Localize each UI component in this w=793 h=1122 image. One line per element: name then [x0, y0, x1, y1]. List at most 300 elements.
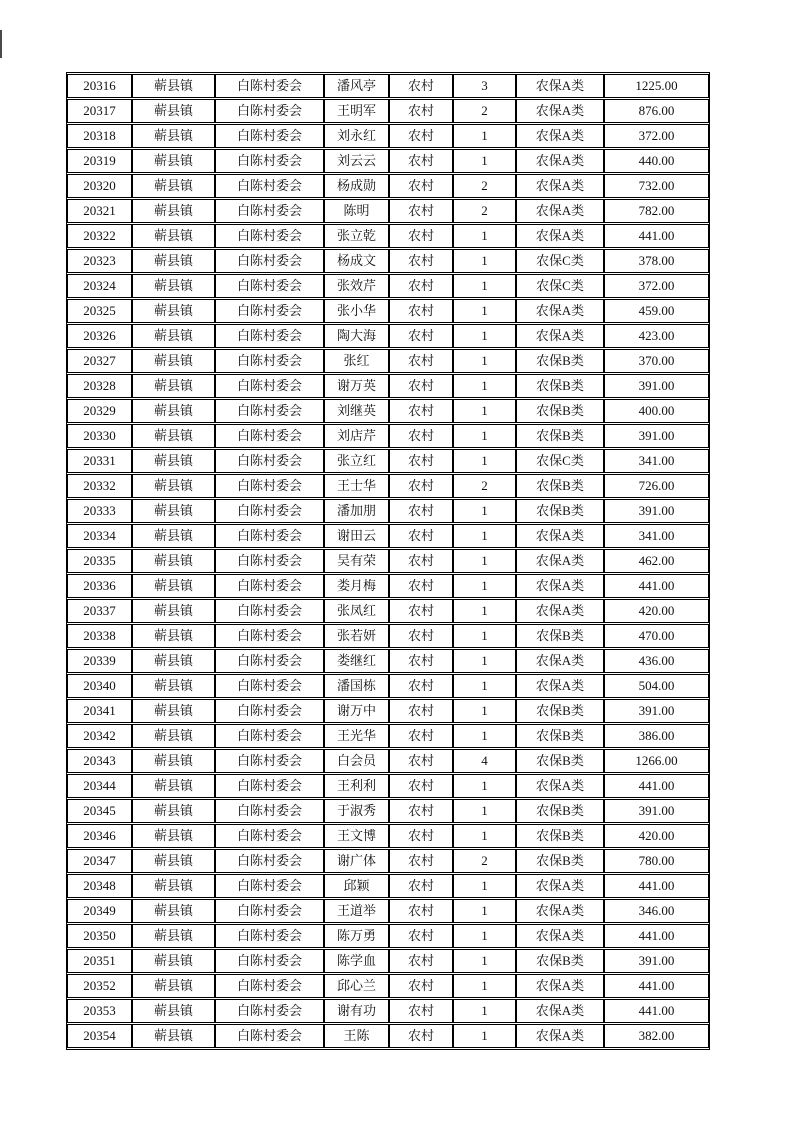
table-row: [67, 774, 709, 798]
table-row: [67, 899, 709, 923]
cell-insurance-category: 农保C类: [516, 249, 604, 273]
cell-insurance-category: 农保A类: [516, 74, 604, 98]
cell-town: 蕲县镇: [132, 599, 215, 623]
cell-village: 白陈村委会: [215, 724, 324, 748]
cell-amount: 370.00: [604, 349, 709, 373]
table-row: [67, 949, 709, 973]
cell-id: 20334: [67, 524, 132, 548]
table-row: [67, 724, 709, 748]
table-body: [67, 74, 709, 1048]
table-row: [67, 474, 709, 498]
cell-amount: 732.00: [604, 174, 709, 198]
cell-amount: 372.00: [604, 124, 709, 148]
cell-town: 蕲县镇: [132, 474, 215, 498]
cell-person-count: 1: [453, 549, 516, 573]
cell-person-count: 1: [453, 624, 516, 648]
cell-person-name: 潘国栋: [324, 674, 389, 698]
cell-amount: 341.00: [604, 449, 709, 473]
cell-person-count: 1: [453, 399, 516, 423]
cell-person-name: 张立红: [324, 449, 389, 473]
cell-insurance-category: 农保B类: [516, 349, 604, 373]
cell-id: 20318: [67, 124, 132, 148]
cell-person-name: 潘加朋: [324, 499, 389, 523]
cell-village: 白陈村委会: [215, 849, 324, 873]
cell-amount: 462.00: [604, 549, 709, 573]
cell-id: 20319: [67, 149, 132, 173]
table-row: [67, 749, 709, 773]
cell-person-name: 陶大海: [324, 324, 389, 348]
cell-person-count: 1: [453, 899, 516, 923]
cell-person-count: 1: [453, 349, 516, 373]
cell-id: 20346: [67, 824, 132, 848]
cell-person-name: 邱颖: [324, 874, 389, 898]
cell-insurance-category: 农保A类: [516, 599, 604, 623]
cell-insurance-category: 农保B类: [516, 749, 604, 773]
cell-town: 蕲县镇: [132, 549, 215, 573]
cell-residence-type: 农村: [389, 349, 453, 373]
scan-edge-artifact: [0, 30, 2, 58]
cell-insurance-category: 农保A类: [516, 974, 604, 998]
table-row: [67, 824, 709, 848]
cell-person-count: 1: [453, 274, 516, 298]
cell-residence-type: 农村: [389, 599, 453, 623]
cell-insurance-category: 农保A类: [516, 324, 604, 348]
cell-village: 白陈村委会: [215, 824, 324, 848]
cell-person-name: 王光华: [324, 724, 389, 748]
cell-town: 蕲县镇: [132, 249, 215, 273]
cell-id: 20339: [67, 649, 132, 673]
cell-village: 白陈村委会: [215, 499, 324, 523]
cell-person-count: 1: [453, 799, 516, 823]
cell-residence-type: 农村: [389, 74, 453, 98]
cell-village: 白陈村委会: [215, 299, 324, 323]
cell-residence-type: 农村: [389, 224, 453, 248]
cell-amount: 441.00: [604, 874, 709, 898]
cell-person-count: 1: [453, 699, 516, 723]
cell-id: 20348: [67, 874, 132, 898]
cell-person-name: 吴有荣: [324, 549, 389, 573]
cell-insurance-category: 农保B类: [516, 624, 604, 648]
cell-person-count: 2: [453, 199, 516, 223]
cell-insurance-category: 农保A类: [516, 524, 604, 548]
cell-town: 蕲县镇: [132, 424, 215, 448]
cell-id: 20332: [67, 474, 132, 498]
cell-person-count: 1: [453, 374, 516, 398]
cell-id: 20352: [67, 974, 132, 998]
cell-person-name: 王陈: [324, 1024, 389, 1048]
cell-village: 白陈村委会: [215, 424, 324, 448]
cell-residence-type: 农村: [389, 749, 453, 773]
cell-id: 20324: [67, 274, 132, 298]
cell-person-count: 1: [453, 449, 516, 473]
table-row: [67, 299, 709, 323]
cell-person-name: 张小华: [324, 299, 389, 323]
cell-person-count: 1: [453, 774, 516, 798]
cell-amount: 504.00: [604, 674, 709, 698]
cell-town: 蕲县镇: [132, 199, 215, 223]
cell-person-name: 娄月梅: [324, 574, 389, 598]
cell-person-name: 谢万中: [324, 699, 389, 723]
cell-id: 20326: [67, 324, 132, 348]
table-row: [67, 174, 709, 198]
cell-residence-type: 农村: [389, 524, 453, 548]
cell-amount: 470.00: [604, 624, 709, 648]
cell-amount: 372.00: [604, 274, 709, 298]
cell-amount: 876.00: [604, 99, 709, 123]
cell-village: 白陈村委会: [215, 924, 324, 948]
cell-id: 20317: [67, 99, 132, 123]
cell-amount: 436.00: [604, 649, 709, 673]
cell-residence-type: 农村: [389, 724, 453, 748]
cell-person-name: 王文博: [324, 824, 389, 848]
cell-amount: 391.00: [604, 699, 709, 723]
cell-residence-type: 农村: [389, 799, 453, 823]
cell-village: 白陈村委会: [215, 899, 324, 923]
cell-village: 白陈村委会: [215, 949, 324, 973]
cell-person-count: 1: [453, 124, 516, 148]
cell-residence-type: 农村: [389, 574, 453, 598]
cell-town: 蕲县镇: [132, 174, 215, 198]
cell-person-name: 邱心兰: [324, 974, 389, 998]
cell-residence-type: 农村: [389, 874, 453, 898]
cell-amount: 391.00: [604, 499, 709, 523]
cell-person-count: 1: [453, 324, 516, 348]
cell-town: 蕲县镇: [132, 324, 215, 348]
cell-residence-type: 农村: [389, 624, 453, 648]
cell-village: 白陈村委会: [215, 699, 324, 723]
cell-town: 蕲县镇: [132, 574, 215, 598]
cell-amount: 1225.00: [604, 74, 709, 98]
cell-village: 白陈村委会: [215, 149, 324, 173]
table-row: [67, 674, 709, 698]
table-row: [67, 499, 709, 523]
table-row: [67, 149, 709, 173]
cell-person-count: 2: [453, 849, 516, 873]
cell-residence-type: 农村: [389, 849, 453, 873]
cell-person-name: 白会员: [324, 749, 389, 773]
cell-residence-type: 农村: [389, 274, 453, 298]
cell-insurance-category: 农保A类: [516, 924, 604, 948]
cell-id: 20337: [67, 599, 132, 623]
cell-town: 蕲县镇: [132, 224, 215, 248]
cell-person-count: 1: [453, 924, 516, 948]
cell-village: 白陈村委会: [215, 449, 324, 473]
cell-id: 20349: [67, 899, 132, 923]
cell-person-name: 张立乾: [324, 224, 389, 248]
cell-amount: 440.00: [604, 149, 709, 173]
cell-residence-type: 农村: [389, 124, 453, 148]
cell-village: 白陈村委会: [215, 74, 324, 98]
cell-amount: 441.00: [604, 774, 709, 798]
table-row: [67, 199, 709, 223]
cell-id: 20327: [67, 349, 132, 373]
cell-amount: 441.00: [604, 224, 709, 248]
cell-amount: 423.00: [604, 324, 709, 348]
cell-person-name: 于淑秀: [324, 799, 389, 823]
cell-town: 蕲县镇: [132, 374, 215, 398]
table-row: [67, 799, 709, 823]
cell-person-count: 1: [453, 949, 516, 973]
cell-town: 蕲县镇: [132, 874, 215, 898]
table-row: [67, 624, 709, 648]
cell-insurance-category: 农保A类: [516, 874, 604, 898]
cell-insurance-category: 农保C类: [516, 449, 604, 473]
cell-residence-type: 农村: [389, 449, 453, 473]
cell-town: 蕲县镇: [132, 74, 215, 98]
cell-id: 20340: [67, 674, 132, 698]
cell-village: 白陈村委会: [215, 599, 324, 623]
cell-town: 蕲县镇: [132, 149, 215, 173]
cell-amount: 378.00: [604, 249, 709, 273]
cell-village: 白陈村委会: [215, 174, 324, 198]
cell-residence-type: 农村: [389, 649, 453, 673]
cell-village: 白陈村委会: [215, 349, 324, 373]
cell-id: 20336: [67, 574, 132, 598]
cell-person-count: 1: [453, 424, 516, 448]
cell-person-name: 刘云云: [324, 149, 389, 173]
cell-person-name: 陈明: [324, 199, 389, 223]
cell-town: 蕲县镇: [132, 974, 215, 998]
cell-residence-type: 农村: [389, 824, 453, 848]
cell-insurance-category: 农保B类: [516, 724, 604, 748]
cell-person-count: 1: [453, 874, 516, 898]
cell-person-count: 1: [453, 999, 516, 1023]
cell-insurance-category: 农保A类: [516, 1024, 604, 1048]
cell-insurance-category: 农保A类: [516, 99, 604, 123]
cell-id: 20342: [67, 724, 132, 748]
cell-person-name: 张若妍: [324, 624, 389, 648]
cell-id: 20353: [67, 999, 132, 1023]
table-row: [67, 599, 709, 623]
cell-amount: 441.00: [604, 574, 709, 598]
cell-village: 白陈村委会: [215, 374, 324, 398]
cell-id: 20316: [67, 74, 132, 98]
cell-amount: 346.00: [604, 899, 709, 923]
cell-insurance-category: 农保C类: [516, 274, 604, 298]
cell-village: 白陈村委会: [215, 249, 324, 273]
cell-id: 20354: [67, 1024, 132, 1048]
cell-town: 蕲县镇: [132, 649, 215, 673]
cell-person-name: 谢有功: [324, 999, 389, 1023]
cell-insurance-category: 农保B类: [516, 699, 604, 723]
cell-residence-type: 农村: [389, 99, 453, 123]
cell-residence-type: 农村: [389, 324, 453, 348]
cell-person-name: 陈万勇: [324, 924, 389, 948]
cell-person-name: 谢田云: [324, 524, 389, 548]
cell-insurance-category: 农保A类: [516, 149, 604, 173]
cell-person-name: 谢广体: [324, 849, 389, 873]
table-row: [67, 999, 709, 1023]
cell-person-count: 1: [453, 249, 516, 273]
cell-insurance-category: 农保A类: [516, 999, 604, 1023]
cell-insurance-category: 农保B类: [516, 424, 604, 448]
cell-insurance-category: 农保A类: [516, 549, 604, 573]
cell-village: 白陈村委会: [215, 624, 324, 648]
cell-insurance-category: 农保A类: [516, 174, 604, 198]
cell-town: 蕲县镇: [132, 124, 215, 148]
cell-residence-type: 农村: [389, 199, 453, 223]
cell-person-count: 1: [453, 224, 516, 248]
cell-id: 20335: [67, 549, 132, 573]
cell-person-name: 张效芹: [324, 274, 389, 298]
cell-amount: 459.00: [604, 299, 709, 323]
cell-residence-type: 农村: [389, 699, 453, 723]
cell-id: 20331: [67, 449, 132, 473]
table-row: [67, 74, 709, 98]
cell-residence-type: 农村: [389, 674, 453, 698]
cell-amount: 441.00: [604, 999, 709, 1023]
table-row: [67, 1024, 709, 1048]
cell-town: 蕲县镇: [132, 899, 215, 923]
cell-village: 白陈村委会: [215, 874, 324, 898]
cell-person-name: 杨成勋: [324, 174, 389, 198]
cell-insurance-category: 农保A类: [516, 774, 604, 798]
table-row: [67, 549, 709, 573]
cell-amount: 382.00: [604, 1024, 709, 1048]
cell-town: 蕲县镇: [132, 524, 215, 548]
cell-person-count: 1: [453, 649, 516, 673]
cell-person-count: 2: [453, 474, 516, 498]
cell-residence-type: 农村: [389, 149, 453, 173]
cell-village: 白陈村委会: [215, 474, 324, 498]
cell-person-name: 王道举: [324, 899, 389, 923]
cell-person-name: 王明军: [324, 99, 389, 123]
table-row: [67, 974, 709, 998]
cell-person-count: 4: [453, 749, 516, 773]
cell-insurance-category: 农保A类: [516, 899, 604, 923]
cell-town: 蕲县镇: [132, 349, 215, 373]
cell-insurance-category: 农保A类: [516, 649, 604, 673]
cell-person-count: 1: [453, 974, 516, 998]
cell-town: 蕲县镇: [132, 849, 215, 873]
cell-amount: 420.00: [604, 824, 709, 848]
cell-town: 蕲县镇: [132, 449, 215, 473]
cell-town: 蕲县镇: [132, 699, 215, 723]
cell-town: 蕲县镇: [132, 824, 215, 848]
cell-amount: 391.00: [604, 949, 709, 973]
table-row: [67, 424, 709, 448]
cell-person-count: 2: [453, 99, 516, 123]
cell-village: 白陈村委会: [215, 799, 324, 823]
cell-insurance-category: 农保B类: [516, 499, 604, 523]
cell-id: 20325: [67, 299, 132, 323]
cell-insurance-category: 农保B类: [516, 399, 604, 423]
cell-residence-type: 农村: [389, 299, 453, 323]
cell-id: 20341: [67, 699, 132, 723]
cell-town: 蕲县镇: [132, 274, 215, 298]
cell-village: 白陈村委会: [215, 274, 324, 298]
cell-village: 白陈村委会: [215, 649, 324, 673]
cell-residence-type: 农村: [389, 174, 453, 198]
cell-person-name: 谢万英: [324, 374, 389, 398]
cell-residence-type: 农村: [389, 499, 453, 523]
table-row: [67, 849, 709, 873]
cell-village: 白陈村委会: [215, 549, 324, 573]
table-row: [67, 699, 709, 723]
cell-id: 20329: [67, 399, 132, 423]
cell-town: 蕲县镇: [132, 774, 215, 798]
cell-id: 20338: [67, 624, 132, 648]
cell-id: 20347: [67, 849, 132, 873]
cell-person-count: 2: [453, 174, 516, 198]
cell-id: 20350: [67, 924, 132, 948]
cell-insurance-category: 农保B类: [516, 824, 604, 848]
cell-residence-type: 农村: [389, 424, 453, 448]
cell-person-count: 1: [453, 524, 516, 548]
cell-residence-type: 农村: [389, 999, 453, 1023]
table-row: [67, 249, 709, 273]
cell-village: 白陈村委会: [215, 124, 324, 148]
cell-insurance-category: 农保A类: [516, 224, 604, 248]
table-row: [67, 399, 709, 423]
cell-residence-type: 农村: [389, 374, 453, 398]
cell-residence-type: 农村: [389, 974, 453, 998]
cell-amount: 391.00: [604, 799, 709, 823]
cell-id: 20343: [67, 749, 132, 773]
cell-village: 白陈村委会: [215, 224, 324, 248]
cell-town: 蕲县镇: [132, 949, 215, 973]
cell-village: 白陈村委会: [215, 399, 324, 423]
cell-id: 20344: [67, 774, 132, 798]
cell-village: 白陈村委会: [215, 774, 324, 798]
table-row: [67, 224, 709, 248]
cell-person-name: 刘店芹: [324, 424, 389, 448]
cell-insurance-category: 农保B类: [516, 849, 604, 873]
cell-residence-type: 农村: [389, 399, 453, 423]
cell-amount: 1266.00: [604, 749, 709, 773]
cell-insurance-category: 农保A类: [516, 574, 604, 598]
cell-residence-type: 农村: [389, 924, 453, 948]
insurance-payment-table: [66, 72, 710, 1050]
cell-person-name: 潘风亭: [324, 74, 389, 98]
cell-insurance-category: 农保B类: [516, 799, 604, 823]
cell-amount: 441.00: [604, 924, 709, 948]
cell-village: 白陈村委会: [215, 974, 324, 998]
cell-town: 蕲县镇: [132, 724, 215, 748]
cell-town: 蕲县镇: [132, 924, 215, 948]
cell-town: 蕲县镇: [132, 499, 215, 523]
cell-person-name: 陈学血: [324, 949, 389, 973]
cell-insurance-category: 农保A类: [516, 299, 604, 323]
cell-id: 20322: [67, 224, 132, 248]
cell-residence-type: 农村: [389, 774, 453, 798]
cell-residence-type: 农村: [389, 899, 453, 923]
cell-person-count: 1: [453, 149, 516, 173]
cell-insurance-category: 农保A类: [516, 674, 604, 698]
cell-village: 白陈村委会: [215, 749, 324, 773]
cell-id: 20328: [67, 374, 132, 398]
table-row: [67, 874, 709, 898]
cell-person-count: 1: [453, 599, 516, 623]
cell-insurance-category: 农保A类: [516, 199, 604, 223]
cell-person-count: 1: [453, 499, 516, 523]
table-row: [67, 449, 709, 473]
cell-amount: 391.00: [604, 374, 709, 398]
table-row: [67, 349, 709, 373]
cell-person-name: 张凤红: [324, 599, 389, 623]
cell-person-name: 娄继红: [324, 649, 389, 673]
cell-insurance-category: 农保B类: [516, 374, 604, 398]
cell-id: 20320: [67, 174, 132, 198]
cell-village: 白陈村委会: [215, 999, 324, 1023]
cell-town: 蕲县镇: [132, 1024, 215, 1048]
cell-amount: 782.00: [604, 199, 709, 223]
cell-id: 20321: [67, 199, 132, 223]
cell-town: 蕲县镇: [132, 299, 215, 323]
cell-amount: 726.00: [604, 474, 709, 498]
cell-person-count: 3: [453, 74, 516, 98]
cell-town: 蕲县镇: [132, 749, 215, 773]
